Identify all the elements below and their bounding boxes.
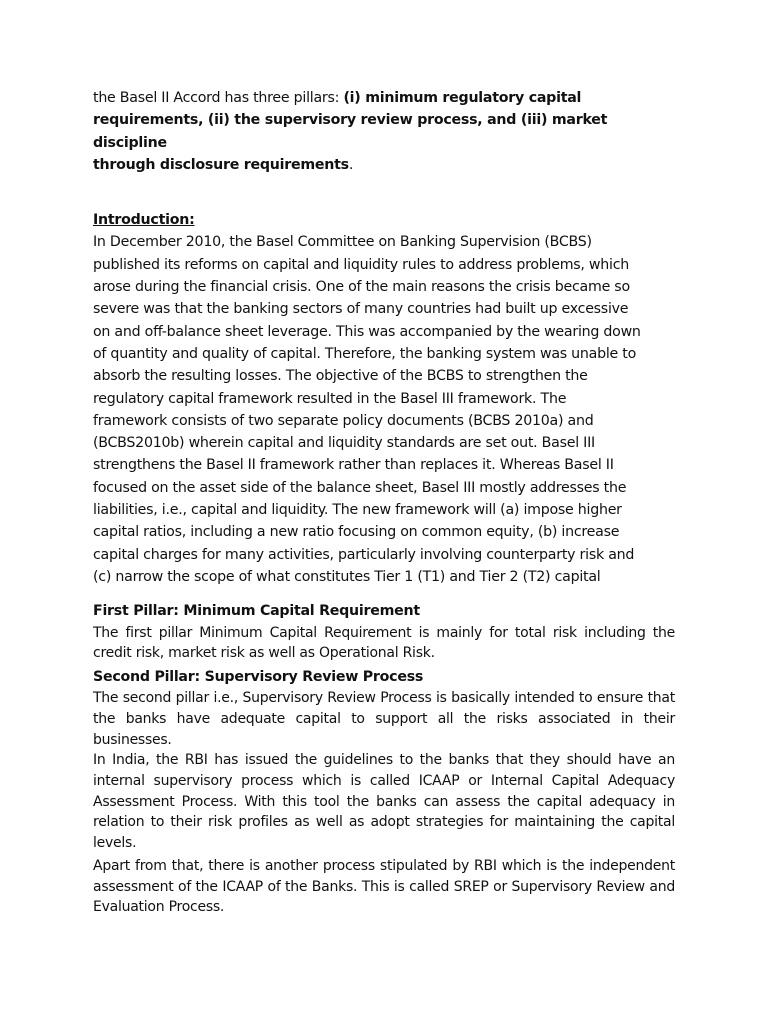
introduction-line: capital ratios, including a new ratio focusing on common equity, (b) increase xyxy=(93,524,620,541)
introduction-line: liabilities, i.e., capital and liquidity. The new framework will (a) impose higher xyxy=(93,502,622,519)
introduction-line: published its reforms on capital and liquidity rules to address problems, which xyxy=(93,256,630,273)
second-pillar-heading: Second Pillar: Supervisory Review Process xyxy=(93,668,424,685)
introduction-line: severe was that the banking sectors of many countries had built up excessive xyxy=(93,301,629,318)
introduction-line: absorb the resulting losses. The objective of the BCBS to strengthen the xyxy=(93,368,588,385)
first-pillar-text: The first pillar Minimum Capital Requirement is mainly for total risk including the credit risk, market risk as well as Operational Risk. xyxy=(93,624,675,662)
pillars-bold-text-1: (i) minimum regulatory capital xyxy=(343,90,582,106)
second-pillar-paragraph-2: In India, the RBI has issued the guidelines to the banks that they should have an internal supervisory process which is called ICAAP or Internal Capital Adequacy Assessment Process. With this tool the banks can assess the capital adequacy in relation to their risk profiles as well as adopt strategies for maintaining the capital levels. xyxy=(93,752,675,852)
introduction-paragraph xyxy=(93,231,675,588)
introduction-line: capital charges for many activities, particularly involving counterparty risk and xyxy=(93,546,635,563)
introduction-line: on and off-balance sheet leverage. This was accompanied by the wearing down xyxy=(93,323,641,340)
introduction-heading: Introduction: xyxy=(93,212,195,229)
introduction-line: focused on the asset side of the balance sheet, Basel III mostly addresses the xyxy=(93,479,627,496)
introduction-line: (BCBS2010b) wherein capital and liquidity standards are set out. Basel III xyxy=(93,435,595,452)
pillars-bold-text-3: through disclosure requirements xyxy=(93,156,349,173)
second-pillar-section xyxy=(93,666,675,918)
introduction-line: (c) narrow the scope of what constitutes Tier 1 (T1) and Tier 2 (T2) capital xyxy=(93,568,601,585)
first-pillar-section xyxy=(93,600,675,664)
pillars-suffix-text: . xyxy=(348,156,354,173)
introduction-section xyxy=(93,209,675,588)
introduction-line: In December 2010, the Basel Committee on Banking Supervision (BCBS) xyxy=(93,234,592,251)
pillars-bold-text-2: requirements, (ii) the supervisory review process, and (iii) market discipline xyxy=(93,112,608,151)
document-page xyxy=(93,87,675,918)
introduction-line: arose during the financial crisis. One of the main reasons the crisis became so xyxy=(93,279,630,296)
introduction-line: framework consists of two separate policy documents (BCBS 2010a) and xyxy=(93,412,594,429)
introduction-line: regulatory capital framework resulted in the Basel III framework. The xyxy=(93,390,567,407)
first-pillar-heading: First Pillar: Minimum Capital Requirement xyxy=(93,603,420,620)
introduction-line: of quantity and quality of capital. Therefore, the banking system was unable to xyxy=(93,345,637,362)
second-pillar-paragraph-3: Apart from that, there is another process stipulated by RBI which is the independent assessment of the ICAAP of the Banks. This is called SREP or Supervisory Review and Evaluation Process. xyxy=(93,857,675,916)
introduction-line: strengthens the Basel II framework rather than replaces it. Whereas Basel II xyxy=(93,457,614,474)
second-pillar-paragraph-1: The second pillar i.e., Supervisory Review Process is basically intended to ensure that the banks have adequate capital to support all the risks associated in their businesses. xyxy=(93,690,675,748)
basel-pillars-paragraph xyxy=(93,87,675,176)
pillars-prefix-text: the Basel II Accord has three pillars: xyxy=(93,90,344,106)
